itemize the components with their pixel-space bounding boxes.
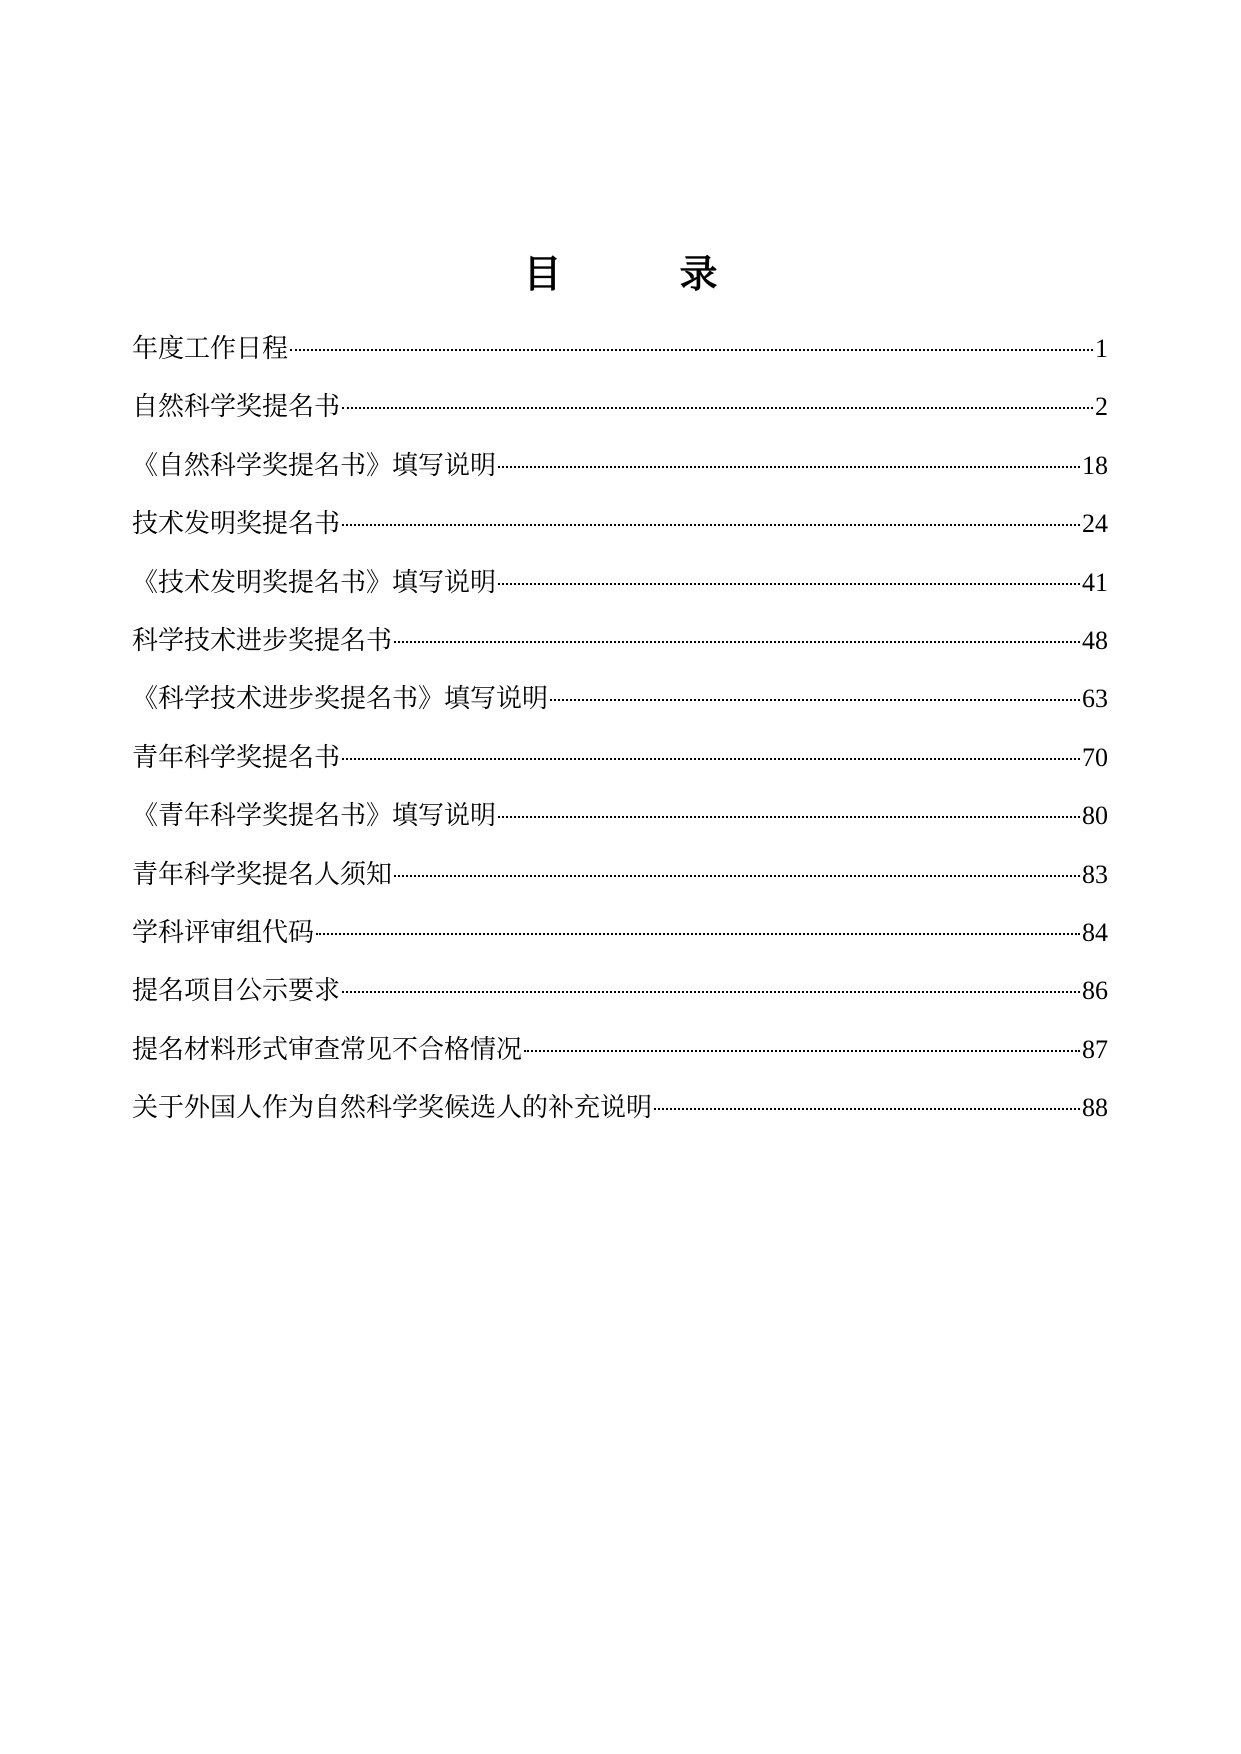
toc-dot-leader: [498, 466, 1080, 468]
toc-dot-leader: [524, 1050, 1080, 1052]
toc-dot-leader: [290, 349, 1093, 351]
toc-entry-label: 提名材料形式审查常见不合格情况: [132, 1034, 523, 1065]
toc-entry: [132, 320, 1108, 378]
toc-dot-leader: [394, 641, 1080, 643]
toc-entry: [132, 904, 1108, 962]
toc-entry-label: 自然科学奖提名书: [132, 392, 341, 423]
toc-entry-label: 学科评审组代码: [132, 917, 315, 948]
toc-entry-page: 48: [1082, 625, 1108, 655]
toc-entry: [132, 378, 1108, 436]
toc-entry: [132, 729, 1108, 787]
toc-entry-page: 88: [1082, 1093, 1108, 1123]
toc-dot-leader: [550, 699, 1080, 701]
toc-entry-page: 84: [1082, 917, 1108, 947]
toc-entry-label: 《青年科学奖提名书》填写说明: [132, 801, 497, 832]
toc-title: 目 录: [523, 252, 758, 296]
toc-entry: [132, 1021, 1108, 1079]
toc-entry-label: 科学技术进步奖提名书: [132, 625, 393, 656]
toc-entry: [132, 437, 1108, 495]
toc-dot-leader: [316, 933, 1080, 935]
toc-entry-label: 技术发明奖提名书: [132, 509, 341, 540]
toc-entry-label: 《自然科学奖提名书》填写说明: [132, 450, 497, 481]
toc-entry-page: 2: [1095, 392, 1108, 422]
toc-entry-label: 关于外国人作为自然科学奖候选人的补充说明: [132, 1093, 653, 1124]
toc-entry: [132, 554, 1108, 612]
toc-entry-label: 《科学技术进步奖提名书》填写说明: [132, 684, 549, 715]
toc-entry: [132, 787, 1108, 845]
toc-entry-label: 提名项目公示要求: [132, 976, 341, 1007]
toc-entry-label: 青年科学奖提名书: [132, 742, 341, 773]
toc-entry-page: 1: [1095, 334, 1108, 363]
toc-list: [132, 320, 1108, 1137]
toc-dot-leader: [654, 1108, 1080, 1110]
toc-entry: [132, 1079, 1108, 1137]
toc-entry-page: 83: [1082, 859, 1108, 889]
toc-dot-leader: [342, 991, 1080, 993]
toc-dot-leader: [498, 816, 1080, 818]
toc-dot-leader: [342, 758, 1080, 760]
toc-entry: [132, 612, 1108, 670]
toc-entry-label: 年度工作日程: [132, 334, 289, 364]
toc-dot-leader: [394, 875, 1080, 877]
toc-entry-page: 86: [1082, 976, 1108, 1006]
toc-dot-leader: [342, 407, 1093, 409]
toc-entry-page: 24: [1082, 509, 1108, 539]
toc-entry: [132, 846, 1108, 904]
toc-entry-page: 41: [1082, 567, 1108, 597]
toc-entry-page: 87: [1082, 1034, 1108, 1064]
toc-entry-label: 青年科学奖提名人须知: [132, 859, 393, 890]
toc-entry: [132, 495, 1108, 553]
toc-entry: [132, 670, 1108, 728]
toc-entry-label: 《技术发明奖提名书》填写说明: [132, 567, 497, 598]
toc-dot-leader: [342, 524, 1080, 526]
toc-entry-page: 70: [1082, 742, 1108, 772]
toc-entry-page: 80: [1082, 801, 1108, 831]
toc-entry-page: 63: [1082, 684, 1108, 714]
toc-entry: [132, 962, 1108, 1020]
toc-entry-page: 18: [1082, 450, 1108, 480]
toc-dot-leader: [498, 583, 1080, 585]
